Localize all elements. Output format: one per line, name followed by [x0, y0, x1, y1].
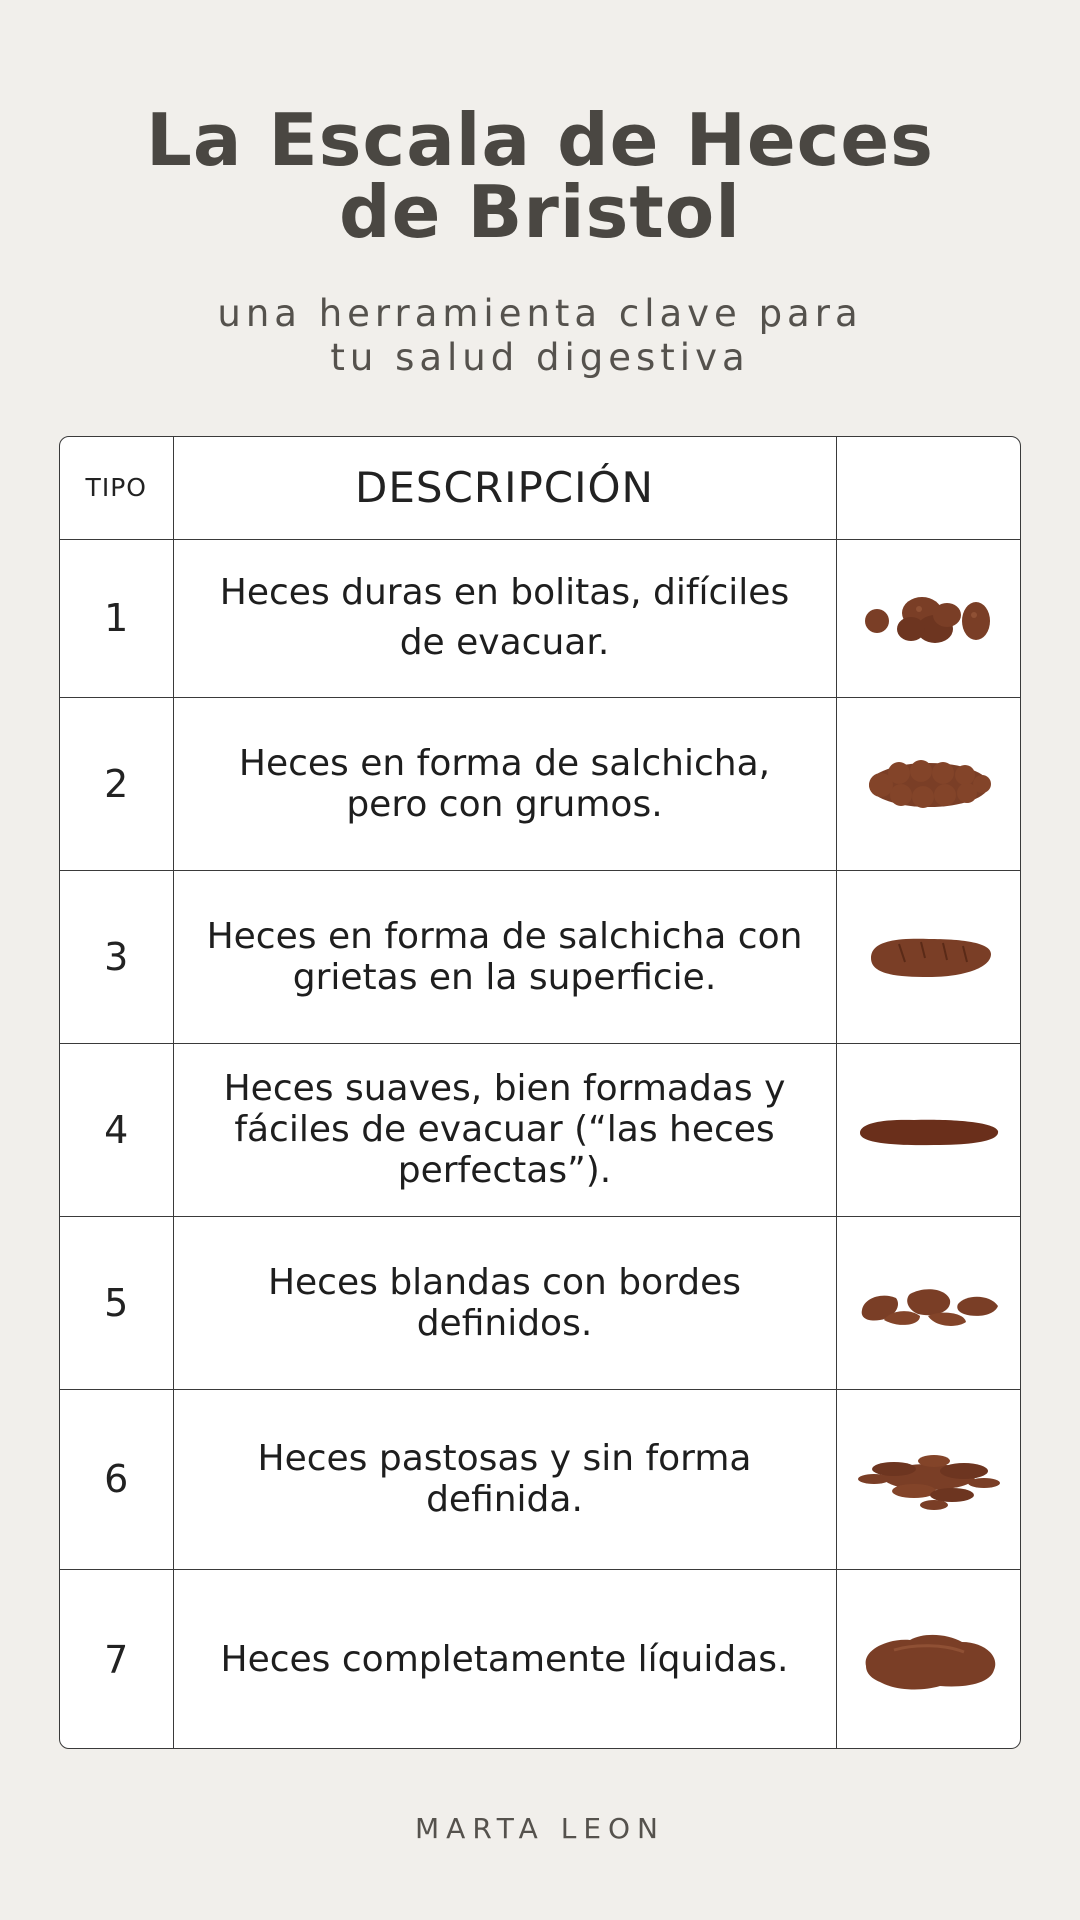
- table-row: [60, 1389, 1021, 1569]
- title-line-1: La Escala de Heces: [145, 98, 935, 182]
- row-descripcion: [173, 1569, 836, 1749]
- row-image: [836, 1389, 1021, 1569]
- row-descripcion: [173, 697, 836, 870]
- stool-type-6-icon: [854, 1439, 1004, 1519]
- header-descripcion: DESCRIPCIÓN: [173, 437, 836, 539]
- row-image: [836, 539, 1021, 697]
- row-image: [836, 697, 1021, 870]
- row-descripcion-text: Heces en forma de salchicha con grietas en la superficie.: [206, 915, 803, 998]
- row-tipo: 4: [60, 1043, 173, 1216]
- row-image: [836, 1569, 1021, 1749]
- stool-type-1-icon: [859, 583, 999, 653]
- table-row: [60, 697, 1021, 870]
- row-tipo: 6: [60, 1389, 173, 1569]
- row-descripcion-text: Heces en forma de salchicha, pero con grumos.: [238, 742, 771, 825]
- subtitle-line-1: una herramienta clave para: [217, 292, 863, 335]
- table-row: [60, 1216, 1021, 1389]
- stool-type-4-icon: [854, 1095, 1004, 1165]
- row-descripcion-text: Heces suaves, bien formadas y fáciles de evacuar (“las heces perfectas”).: [223, 1068, 786, 1191]
- stool-type-3-icon: [859, 922, 999, 992]
- table-row: [60, 1569, 1021, 1749]
- subtitle-line-2: tu salud digestiva: [330, 336, 750, 379]
- row-tipo: 1: [60, 539, 173, 697]
- row-tipo: 2: [60, 697, 173, 870]
- row-descripcion: [173, 1043, 836, 1216]
- row-image: [836, 870, 1021, 1043]
- page-subtitle: [0, 292, 1080, 380]
- row-tipo: 3: [60, 870, 173, 1043]
- row-image: [836, 1043, 1021, 1216]
- table-header-row: [60, 437, 1021, 539]
- author-name: MARTA LEON: [415, 1812, 665, 1845]
- row-descripcion-text: Heces duras en bolitas, difíciles de evacuar.: [219, 572, 790, 663]
- row-descripcion-text: Heces completamente líquidas.: [220, 1639, 789, 1681]
- row-descripcion-text: Heces blandas con bordes definidos.: [267, 1261, 742, 1344]
- row-tipo: 5: [60, 1216, 173, 1389]
- row-descripcion: [173, 1389, 836, 1569]
- row-descripcion: [173, 1216, 836, 1389]
- table-row: [60, 870, 1021, 1043]
- row-descripcion: [173, 539, 836, 697]
- stool-type-2-icon: [859, 749, 999, 819]
- row-tipo: 7: [60, 1569, 173, 1749]
- header-tipo: TIPO: [60, 437, 173, 539]
- row-descripcion: [173, 870, 836, 1043]
- table-row: [60, 1043, 1021, 1216]
- stool-type-5-icon: [854, 1268, 1004, 1338]
- table-row: [60, 539, 1021, 697]
- row-descripcion-text: Heces pastosas y sin forma definida.: [257, 1438, 752, 1520]
- bristol-table: [60, 437, 1021, 1749]
- page-title: [0, 98, 1080, 254]
- bristol-scale-table: [59, 436, 1021, 1749]
- title-line-2: de Bristol: [339, 170, 741, 254]
- stool-type-7-icon: [854, 1620, 1004, 1700]
- header-image: [836, 437, 1021, 539]
- row-image: [836, 1216, 1021, 1389]
